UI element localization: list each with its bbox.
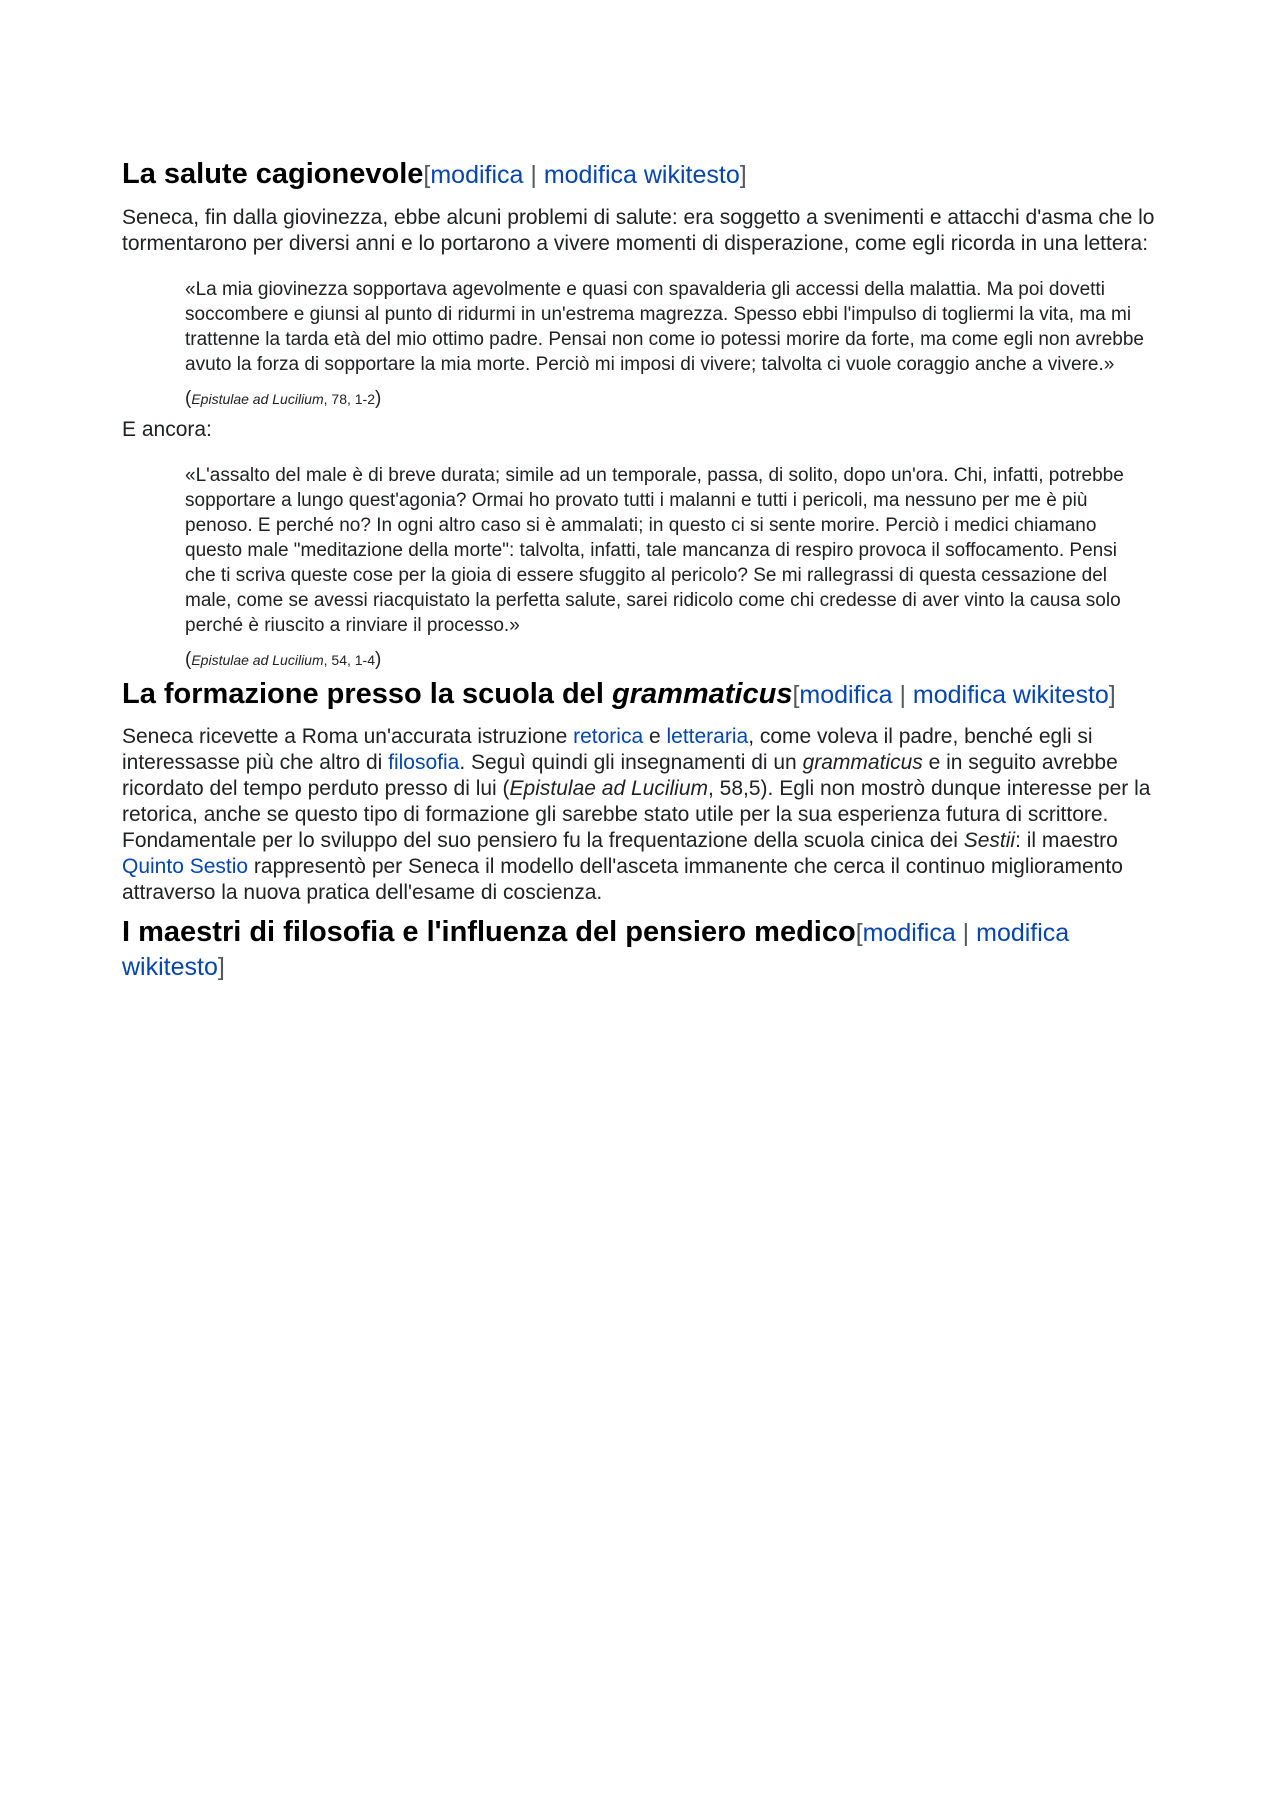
citation-work: Epistulae ad Lucilium (191, 652, 324, 668)
edit-section-links: [modifica | modifica wikitesto] (423, 161, 747, 189)
quote-text: «L'assalto del male è di breve durata; simile ad un temporale, passa, di solito, dopo un'ora. Chi, infatti, potrebbe sopportare a lungo quest'agonia? Ormai ho provato tutti i malanni e tutti i pericoli, ma nessuno per me è più penoso. E perché no? In ogni altro caso si è ammalati; in questo ci si sente morire. Perciò i medici chiamano questo male "meditazione della morte": talvolta, infatti, tale mancanza di respiro provoca il soffocamento. Pensi che ti scriva queste cose per la gioia di essere sfuggito al pericolo? Se mi rallegrassi di questa cessazione del male, come se avessi riacquistato la perfetta salute, sarei ridicolo come chi credesse di aver vinto la causa solo perché è riuscito a rinviare il processo.» (185, 465, 1124, 636)
section-title: La formazione presso la scuola del (122, 678, 612, 710)
edit-section-links: [modifica | modifica wikitesto] (792, 681, 1116, 709)
edit-wikitext-link[interactable]: modifica wikitesto (543, 161, 740, 189)
paragraph-seneca-intro: Seneca, fin dalla giovinezza, ebbe alcuni problemi di salute: era soggetto a svenimenti e attacchi d'asma che lo tormentarono per diversi anni e lo portarono a vivere momenti di disperazione, come egli ricorda in una lettera: (122, 206, 1155, 255)
section-heading-salute (122, 158, 1162, 192)
paragraph-formazione: Seneca ricevette a Roma un'accurata istruzione retorica e letteraria, come voleva il padre, benché egli si interessasse più che altro di filosofia. Seguì quindi gli insegnamenti di un grammaticus e in seguito avrebbe ricordato del tempo perduto presso di lui (Epistulae ad Lucilium, 58,5). Egli non mostrò dunque interesse per la retorica, anche se questo tipo di formazione gli sarebbe stato utile per la sua esperienza futura di scrittore. Fondamentale per lo sviluppo del suo pensiero fu la frequentazione della scuola cinica dei Sestii: il maestro Quinto Sestio rappresentò per Seneca il modello dell'asceta immanente che cerca il continuo miglioramento attraverso la nuova pratica dell'esame di coscienza. (122, 725, 1151, 904)
link-quinto-sestio[interactable]: Quinto Sestio (122, 855, 249, 878)
blockquote-2 (185, 463, 1145, 670)
section-title-italic: grammaticus (611, 678, 793, 710)
quote-text: «La mia giovinezza sopportava agevolmente e quasi con spavalderia gli accessi della malattia. Ma poi dovetti soccombere e giunsi al punto di ridurmi in un'estrema magrezza. Spesso ebbi l'impulso di togliermi la vita, ma mi trattenne la tarda età del mio ottimo padre. Pensai non come io potessi morire da forte, ma come egli non avrebbe avuto la forza di sopportare la mia morte. Perciò mi imposi di vivere; talvolta ci vuole coraggio anche a vivere.» (185, 279, 1144, 375)
section-title: La salute cagionevole (122, 158, 424, 190)
section-title: I maestri di filosofia e l'influenza del pensiero medico (122, 916, 856, 948)
paragraph-e-ancora: E ancora: (122, 418, 212, 441)
edit-section-links: [modifica | modifica wikitesto] (122, 919, 1070, 981)
citation-work: Epistulae ad Lucilium (191, 391, 324, 407)
quote-citation: (Epistulae ad Lucilium, 78, 1-2) (185, 388, 382, 409)
edit-wikitext-link[interactable]: modifica wikitesto (122, 919, 1070, 981)
edit-wikitext-link[interactable]: modifica wikitesto (912, 681, 1109, 709)
section-heading-maestri (122, 916, 1162, 984)
edit-link[interactable]: modifica (862, 919, 956, 947)
quote-citation: (Epistulae ad Lucilium, 54, 1-4) (185, 649, 382, 670)
edit-link[interactable]: modifica (799, 681, 893, 709)
link-filosofia[interactable]: filosofia (388, 751, 460, 774)
section-heading-formazione (122, 678, 1162, 712)
edit-link[interactable]: modifica (430, 161, 524, 189)
link-retorica[interactable]: retorica (573, 725, 644, 748)
blockquote-1 (185, 277, 1145, 409)
article-body (122, 158, 1162, 996)
link-letteraria[interactable]: letteraria (666, 725, 749, 748)
